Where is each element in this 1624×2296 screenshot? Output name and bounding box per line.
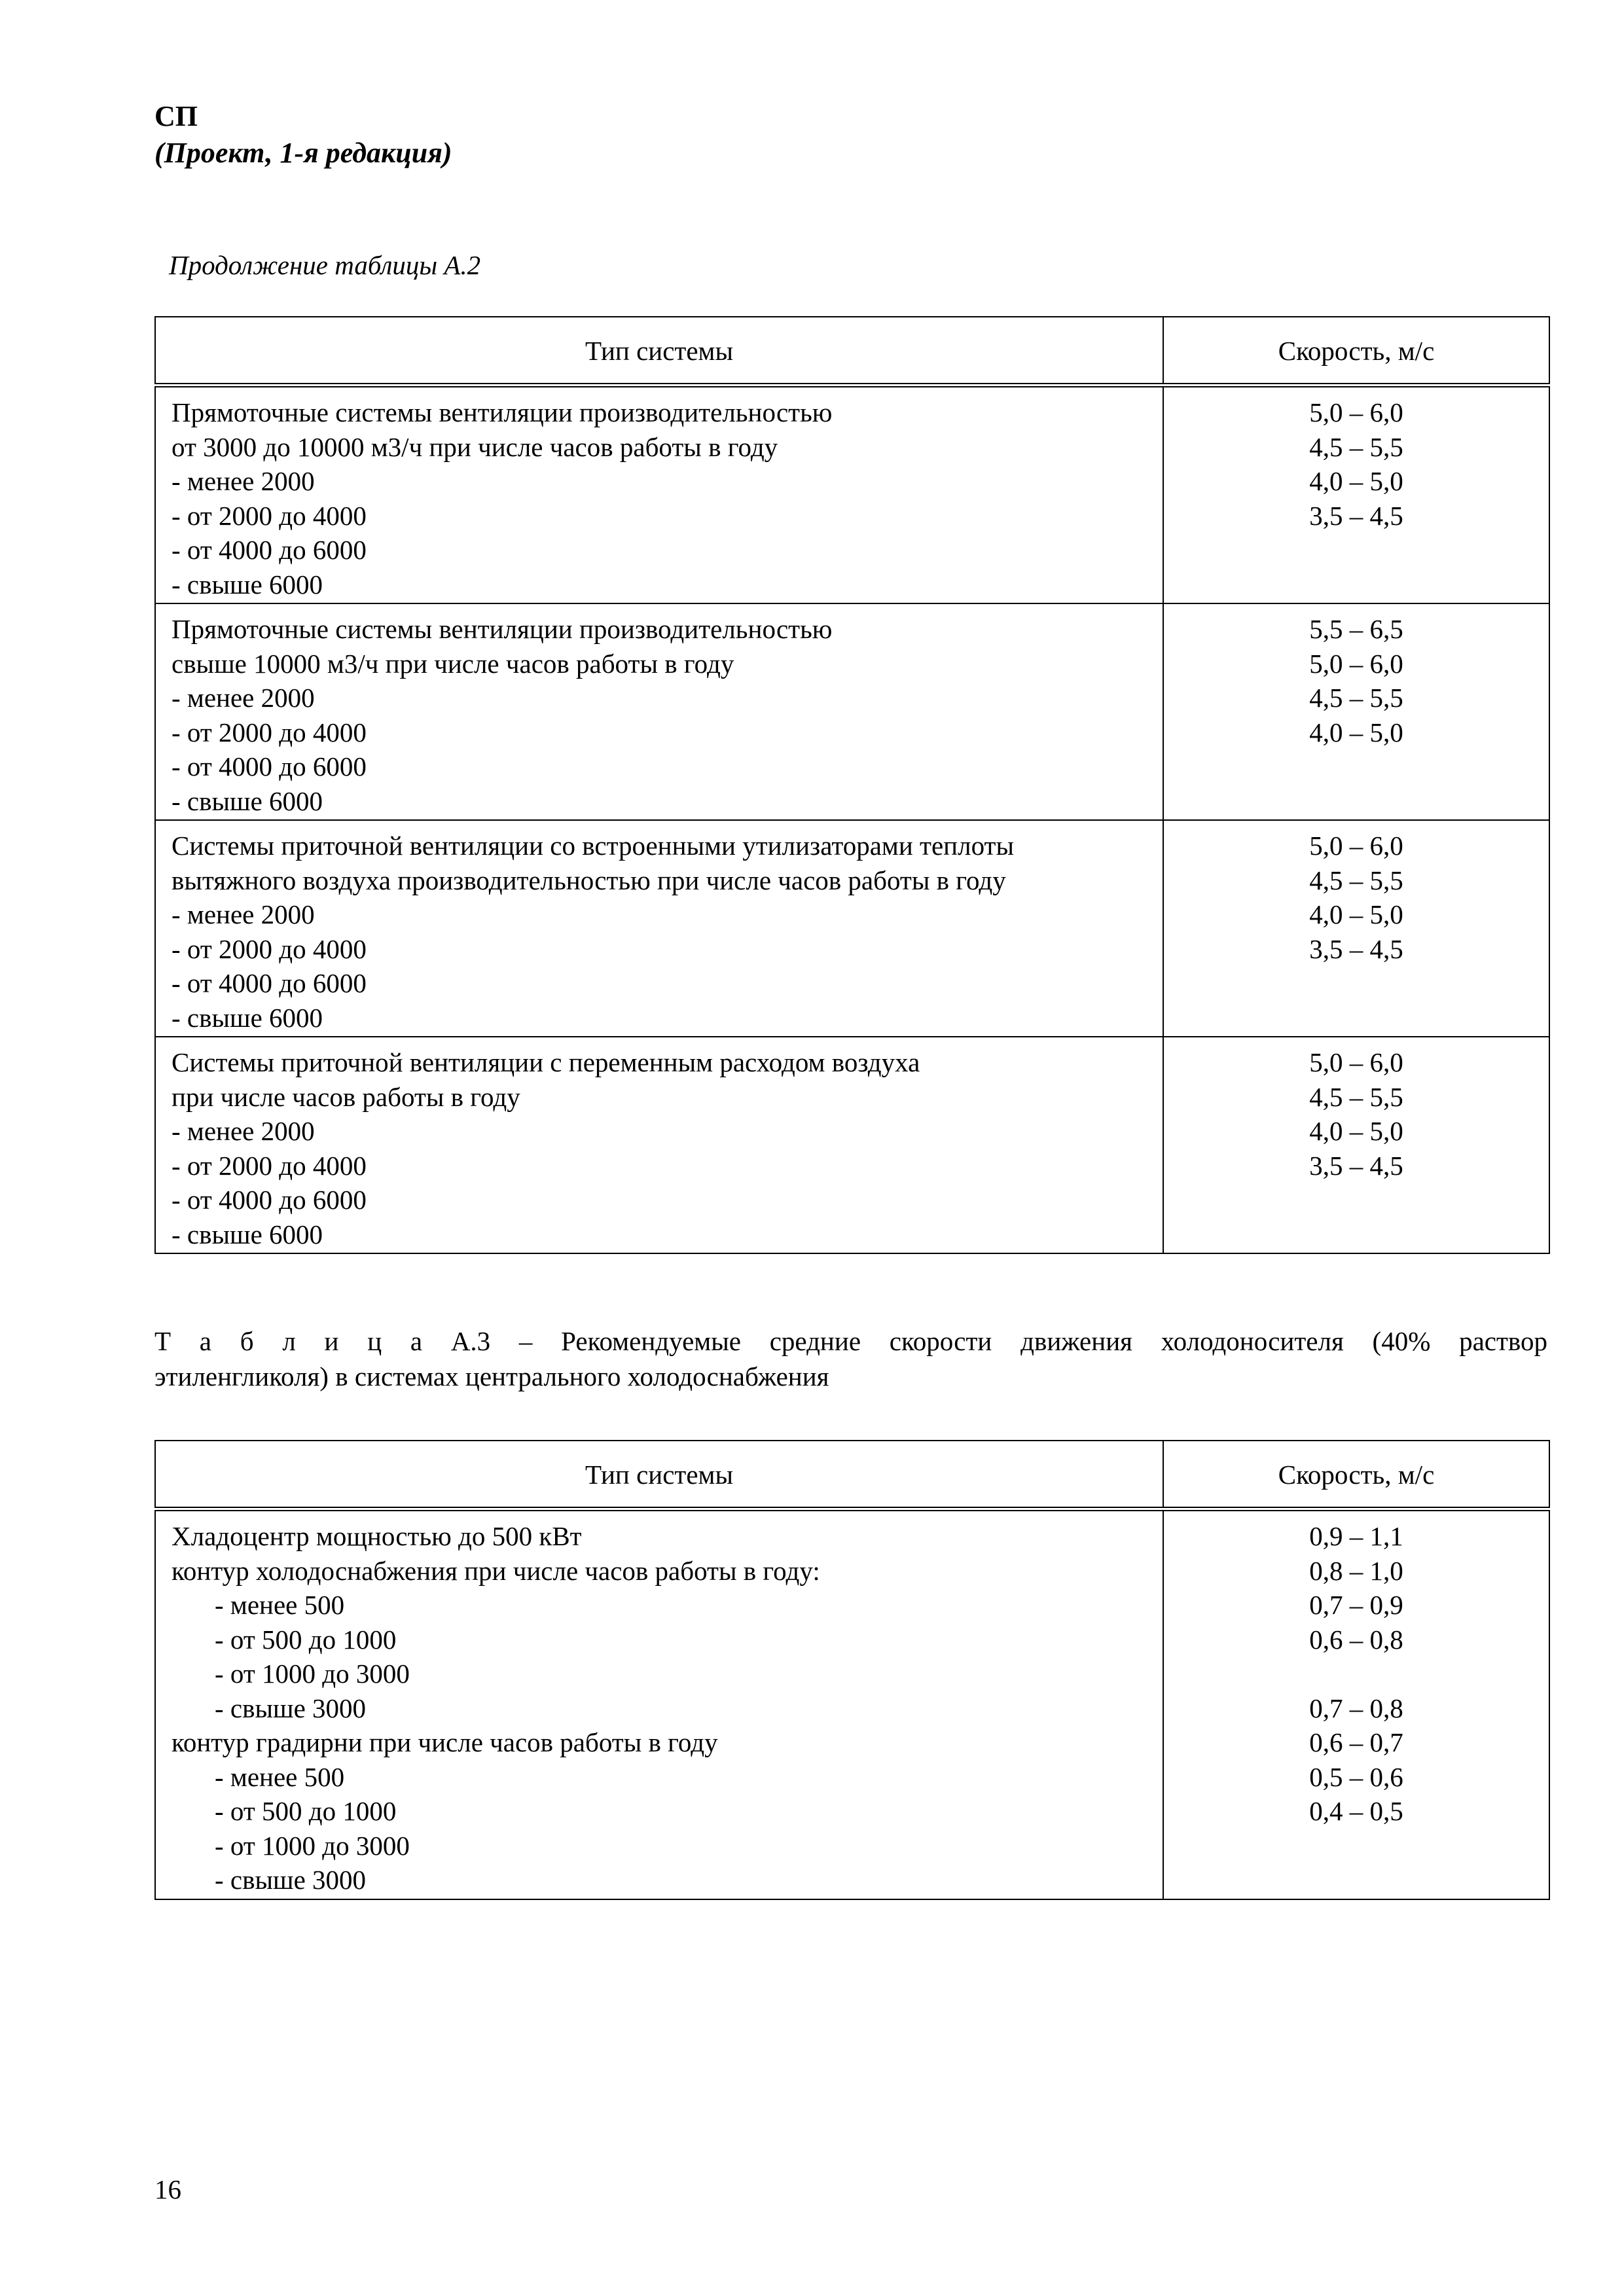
hours-range: - свыше 3000 — [215, 1865, 367, 1895]
table-a3-caption-line: этиленгликоля) в системах центрального холодоснабжения — [154, 1361, 829, 1391]
speed-cell — [1163, 386, 1549, 604]
group-title-line: вытяжного воздуха производительностью при числе часов работы в году — [171, 865, 1006, 895]
hours-range: - от 1000 до 3000 — [215, 1659, 410, 1689]
column-header-speed: Скорость, м/с — [1163, 1441, 1549, 1509]
speed-value: 0,9 – 1,1 — [1309, 1521, 1403, 1551]
hours-range: - менее 500 — [215, 1590, 345, 1620]
hours-range: - от 500 до 1000 — [215, 1624, 397, 1655]
table-row — [155, 1037, 1549, 1253]
speed-value: 5,5 – 6,5 — [1309, 614, 1403, 644]
speed-value: 3,5 – 4,5 — [1309, 933, 1403, 964]
speed-value: 4,5 – 5,5 — [1309, 683, 1403, 713]
speed-value: 5,0 – 6,0 — [1309, 648, 1403, 679]
hours-range: - свыше 3000 — [215, 1693, 367, 1723]
group-title-line: Системы приточной вентиляции со встроенными утилизаторами теплоты — [171, 831, 1014, 861]
hours-range: - от 4000 до 6000 — [171, 1185, 367, 1215]
table-row — [155, 820, 1549, 1037]
hours-range: - от 2000 до 4000 — [171, 717, 367, 747]
speed-value: 4,5 – 5,5 — [1309, 431, 1403, 462]
hours-range: - от 4000 до 6000 — [171, 535, 367, 565]
speed-cell — [1163, 820, 1549, 1037]
group-title-line: свыше 10000 м3/ч при числе часов работы в году — [171, 648, 734, 679]
hours-range: - свыше 6000 — [171, 785, 323, 816]
column-header-system-type: Тип системы — [155, 1441, 1163, 1509]
group-title-line: от 3000 до 10000 м3/ч при числе часов работы в году — [171, 431, 778, 462]
speed-value: 5,0 – 6,0 — [1309, 831, 1403, 861]
table-row — [155, 1509, 1549, 1899]
table-a2 — [154, 316, 1550, 1254]
speed-value: 0,6 – 0,8 — [1309, 1624, 1403, 1655]
speed-value: 5,0 – 6,0 — [1309, 397, 1403, 427]
group-title-line: при числе часов работы в году — [171, 1081, 520, 1112]
hours-range: - менее 2000 — [171, 899, 315, 929]
chiller-title: Хладоцентр мощностью до 500 кВт — [171, 1521, 582, 1551]
table-header-row — [155, 317, 1549, 386]
hours-range: - свыше 6000 — [171, 1219, 323, 1249]
table-header-row — [155, 1441, 1549, 1509]
speed-value: 0,8 – 1,0 — [1309, 1555, 1403, 1586]
hours-range: - свыше 6000 — [171, 1002, 323, 1033]
speed-spacer — [1164, 1657, 1549, 1691]
hours-range: - от 2000 до 4000 — [171, 933, 367, 964]
group-title-line: Системы приточной вентиляции с переменным расходом воздуха — [171, 1047, 920, 1077]
system-type-cell — [155, 1037, 1163, 1253]
speed-value: 4,5 – 5,5 — [1309, 1081, 1403, 1112]
speed-cell — [1163, 1037, 1549, 1253]
group-title-line: Прямоточные системы вентиляции производительностью — [171, 614, 833, 644]
document-status: (Проект, 1-я редакция) — [154, 137, 452, 169]
table-a3-caption — [154, 1323, 1547, 1394]
hours-range: - от 2000 до 4000 — [171, 500, 367, 531]
speed-value: 0,7 – 0,8 — [1309, 1693, 1403, 1723]
circuit-label: контур градирни при числе часов работы в году — [171, 1727, 718, 1757]
speed-value: 4,0 – 5,0 — [1309, 1116, 1403, 1146]
column-header-speed: Скорость, м/с — [1163, 317, 1549, 386]
speed-value: 0,6 – 0,7 — [1309, 1727, 1403, 1757]
speed-value: 3,5 – 4,5 — [1309, 500, 1403, 531]
table-a3-caption-line: Т а б л и ц а А.3 – Рекомендуемые средние скорости движения холодоносителя (40% раствор — [154, 1326, 1547, 1356]
system-type-cell — [155, 386, 1163, 604]
speed-value: 4,5 – 5,5 — [1309, 865, 1403, 895]
hours-range: - от 500 до 1000 — [215, 1796, 397, 1826]
hours-range: - менее 2000 — [171, 683, 315, 713]
column-header-system-type: Тип системы — [155, 317, 1163, 386]
speed-cell — [1163, 1509, 1549, 1899]
hours-range: - менее 500 — [215, 1761, 345, 1792]
table-a3 — [154, 1440, 1550, 1900]
system-type-cell — [155, 603, 1163, 820]
document-code: СП — [154, 100, 198, 132]
table-row — [155, 386, 1549, 604]
hours-range: - от 4000 до 6000 — [171, 751, 367, 781]
hours-range: - свыше 6000 — [171, 569, 323, 600]
system-type-cell — [155, 820, 1163, 1037]
speed-value: 0,4 – 0,5 — [1309, 1796, 1403, 1826]
speed-value: 4,0 – 5,0 — [1309, 717, 1403, 747]
hours-range: - от 4000 до 6000 — [171, 968, 367, 998]
speed-value: 5,0 – 6,0 — [1309, 1047, 1403, 1077]
group-title-line: Прямоточные системы вентиляции производительностью — [171, 397, 833, 427]
system-type-cell — [155, 1509, 1163, 1899]
speed-value: 3,5 – 4,5 — [1309, 1150, 1403, 1181]
page-number: 16 — [154, 2174, 181, 2204]
speed-value: 0,7 – 0,9 — [1309, 1590, 1403, 1620]
circuit-label: контур холодоснабжения при числе часов работы в году: — [171, 1555, 820, 1586]
hours-range: - менее 2000 — [171, 1116, 315, 1146]
hours-range: - менее 2000 — [171, 466, 315, 496]
hours-range: - от 1000 до 3000 — [215, 1830, 410, 1861]
hours-range: - от 2000 до 4000 — [171, 1150, 367, 1181]
speed-cell — [1163, 603, 1549, 820]
speed-value: 4,0 – 5,0 — [1309, 899, 1403, 929]
table-a2-caption: Продолжение таблицы А.2 — [169, 250, 481, 280]
speed-value: 4,0 – 5,0 — [1309, 466, 1403, 496]
table-row — [155, 603, 1549, 820]
speed-value: 0,5 – 0,6 — [1309, 1761, 1403, 1792]
